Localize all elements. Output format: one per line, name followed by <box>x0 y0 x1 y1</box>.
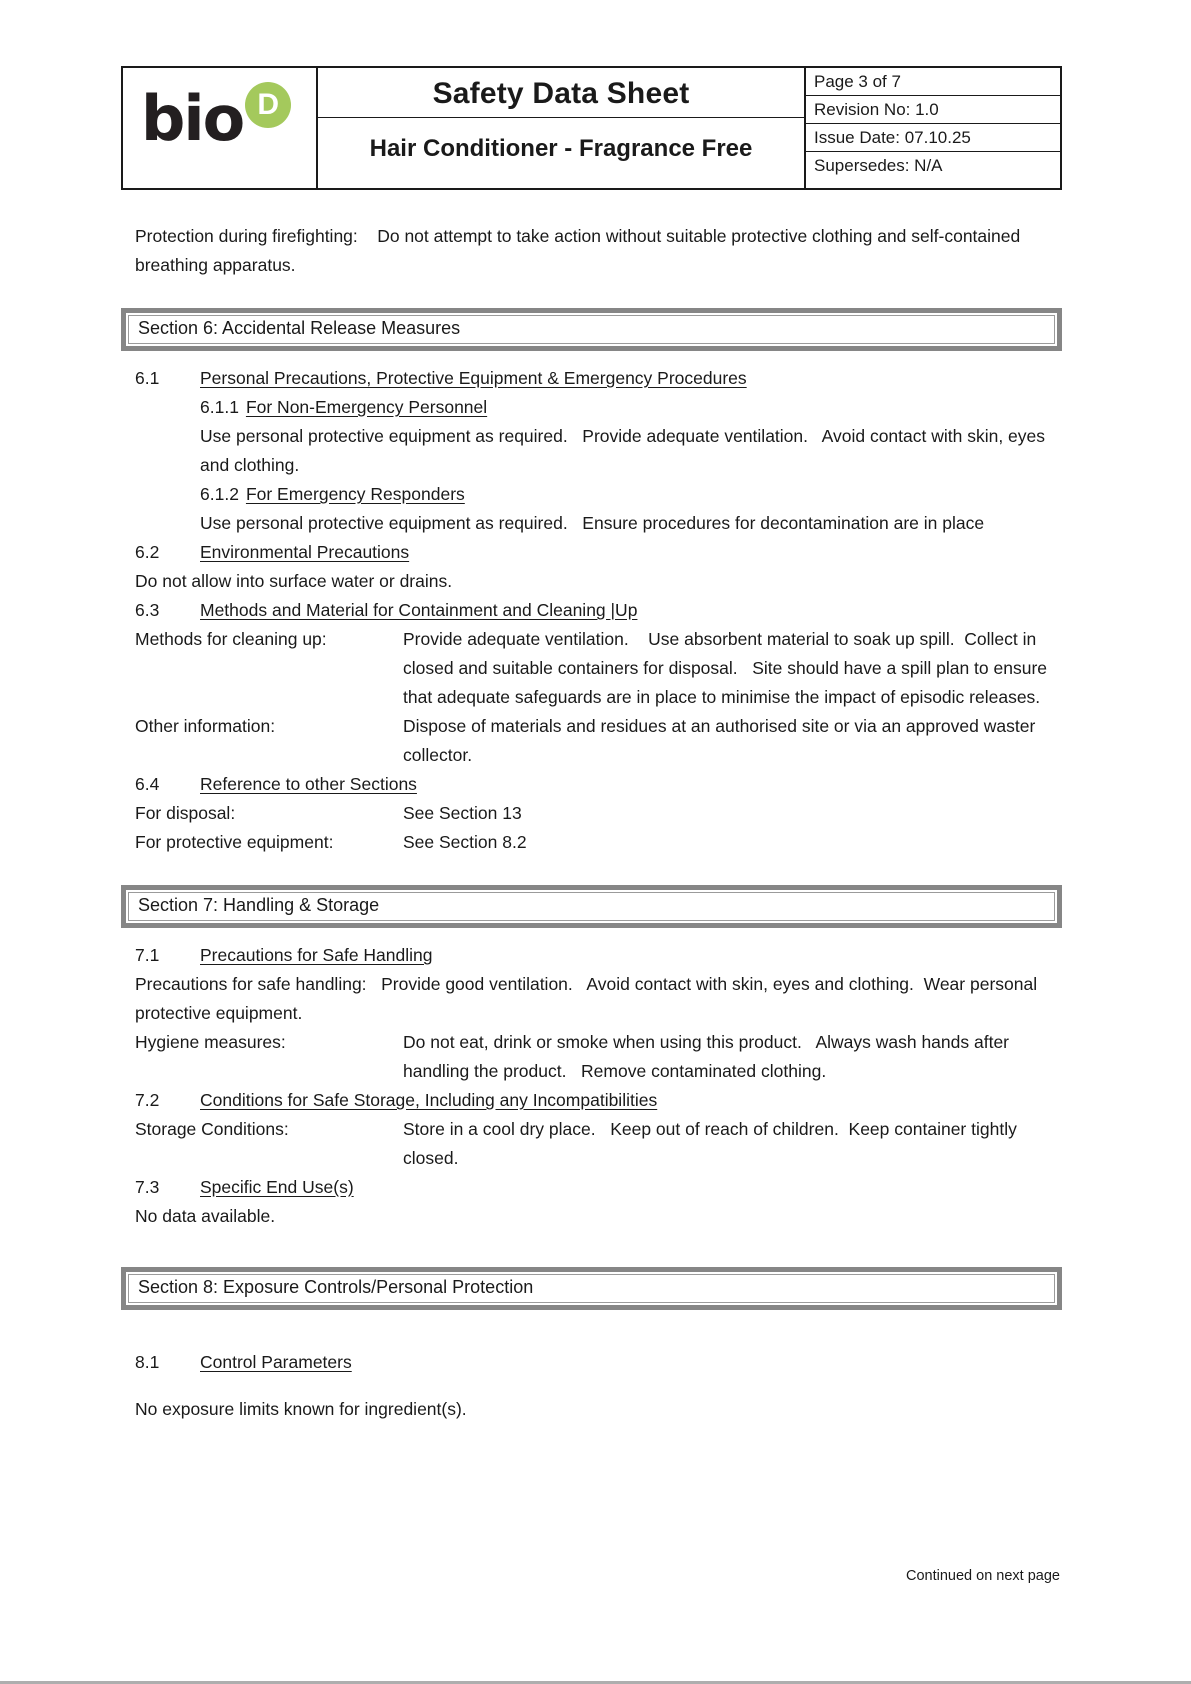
heading-text: Control Parameters <box>200 1352 352 1372</box>
heading-6-2 <box>135 538 1062 567</box>
paragraph-6-1-1: Use personal protective equipment as required. Provide adequate ventilation. Avoid contact with skin, eyes and clothing. <box>200 426 1050 475</box>
row-storage-conditions <box>135 1115 1062 1173</box>
paragraph-7-3: No data available. <box>135 1206 276 1226</box>
row-methods-for-cleaning-up <box>135 625 1062 712</box>
bio-d-logo <box>123 68 318 188</box>
firefighting-protection-paragraph: Protection during firefighting: Do not attempt to take action without suitable protective clothing and self-contained breathing apparatus. <box>135 226 1026 275</box>
heading-text: Methods and Material for Containment and Cleaning |Up <box>200 600 638 620</box>
revision-number: Revision No: 1.0 <box>806 96 1060 124</box>
heading-number: 6.1.1 <box>200 397 239 417</box>
row-for-protective-equipment <box>135 828 1062 857</box>
page-number: Page 3 of 7 <box>806 68 1060 96</box>
section-6-body <box>135 364 1062 857</box>
heading-text: Reference to other Sections <box>200 774 417 794</box>
spacer <box>135 1377 1062 1395</box>
logo-d-badge-icon: D <box>245 82 291 128</box>
section-6-header-box <box>121 308 1062 351</box>
document-title: Safety Data Sheet <box>318 68 804 118</box>
heading-text: Environmental Precautions <box>200 542 410 562</box>
heading-text: For Emergency Responders <box>245 484 465 504</box>
header-meta-cell <box>806 68 1060 188</box>
row-label: Methods for cleaning up: <box>135 629 327 649</box>
row-label: Storage Conditions: <box>135 1119 289 1139</box>
paragraph-8-1: No exposure limits known for ingredient(s). <box>135 1399 467 1419</box>
heading-6-1-1 <box>200 393 1062 422</box>
heading-text: Personal Precautions, Protective Equipment & Emergency Procedures <box>200 368 747 388</box>
paragraph-7-1: Precautions for safe handling: Provide good ventilation. Avoid contact with skin, eyes and clothing. Wear personal protective equipment. <box>135 974 1042 1023</box>
logo-text: bio <box>141 82 244 155</box>
row-value: See Section 8.2 <box>403 832 527 852</box>
issue-date: Issue Date: 07.10.25 <box>806 124 1060 152</box>
heading-number: 7.1 <box>135 945 160 965</box>
heading-7-3 <box>135 1173 1062 1202</box>
heading-7-2 <box>135 1086 1062 1115</box>
heading-number: 6.1.2 <box>200 484 239 504</box>
row-value: Provide adequate ventilation. Use absorbent material to soak up spill. Collect in closed and suitable containers for disposal. Site should have a spill plan to ensure that adequate safeguards are in place to minimise the impact of episodic releases. <box>403 629 1052 707</box>
heading-text: Specific End Use(s) <box>200 1177 354 1197</box>
row-label: For disposal: <box>135 803 236 823</box>
heading-text: Precautions for Safe Handling <box>200 945 433 965</box>
heading-number: 8.1 <box>135 1352 160 1372</box>
row-label: Hygiene measures: <box>135 1032 286 1052</box>
supersedes: Supersedes: N/A <box>814 156 943 175</box>
heading-number: 6.1 <box>135 368 160 388</box>
section-8-header-box <box>121 1267 1062 1310</box>
heading-6-4 <box>135 770 1062 799</box>
heading-6-1-2 <box>200 480 1062 509</box>
row-value: Do not eat, drink or smoke when using this product. Always wash hands after handling the product. Remove contaminated clothing. <box>403 1032 1014 1081</box>
paragraph-6-1-2: Use personal protective equipment as required. Ensure procedures for decontamination are in place <box>200 513 985 533</box>
row-hygiene-measures <box>135 1028 1062 1086</box>
heading-6-3 <box>135 596 1062 625</box>
row-value: See Section 13 <box>403 803 522 823</box>
product-name: Hair Conditioner - Fragrance Free <box>369 135 753 162</box>
section-7-header-box <box>121 885 1062 928</box>
document-body <box>121 222 1062 1424</box>
row-label: Other information: <box>135 716 276 736</box>
heading-text: For Non-Emergency Personnel <box>245 397 488 417</box>
heading-6-1 <box>135 364 1062 393</box>
heading-7-1 <box>135 941 1062 970</box>
section-6-title: Section 6: Accidental Release Measures <box>128 315 1055 344</box>
section-8-title: Section 8: Exposure Controls/Personal Protection <box>128 1274 1055 1303</box>
section-7-body <box>135 941 1062 1231</box>
continued-footer: Continued on next page <box>906 1568 1060 1584</box>
row-value: Dispose of materials and residues at an authorised site or via an approved waster collector. <box>403 716 1041 765</box>
row-label: For protective equipment: <box>135 832 334 852</box>
header-table <box>121 66 1062 190</box>
heading-number: 7.3 <box>135 1177 160 1197</box>
heading-number: 6.4 <box>135 774 160 794</box>
section-8-body <box>135 1348 1062 1424</box>
heading-number: 6.2 <box>135 542 160 562</box>
row-other-information <box>135 712 1062 770</box>
heading-number: 7.2 <box>135 1090 160 1110</box>
heading-text: Conditions for Safe Storage, Including any Incompatibilities <box>200 1090 658 1110</box>
heading-number: 6.3 <box>135 600 160 620</box>
row-value: Store in a cool dry place. Keep out of reach of children. Keep container tightly closed. <box>403 1119 1022 1168</box>
header-title-cell <box>318 68 806 188</box>
section-7-title: Section 7: Handling & Storage <box>128 892 1055 921</box>
paragraph-6-2: Do not allow into surface water or drains. <box>135 571 453 591</box>
row-for-disposal <box>135 799 1062 828</box>
heading-8-1 <box>135 1348 1062 1377</box>
